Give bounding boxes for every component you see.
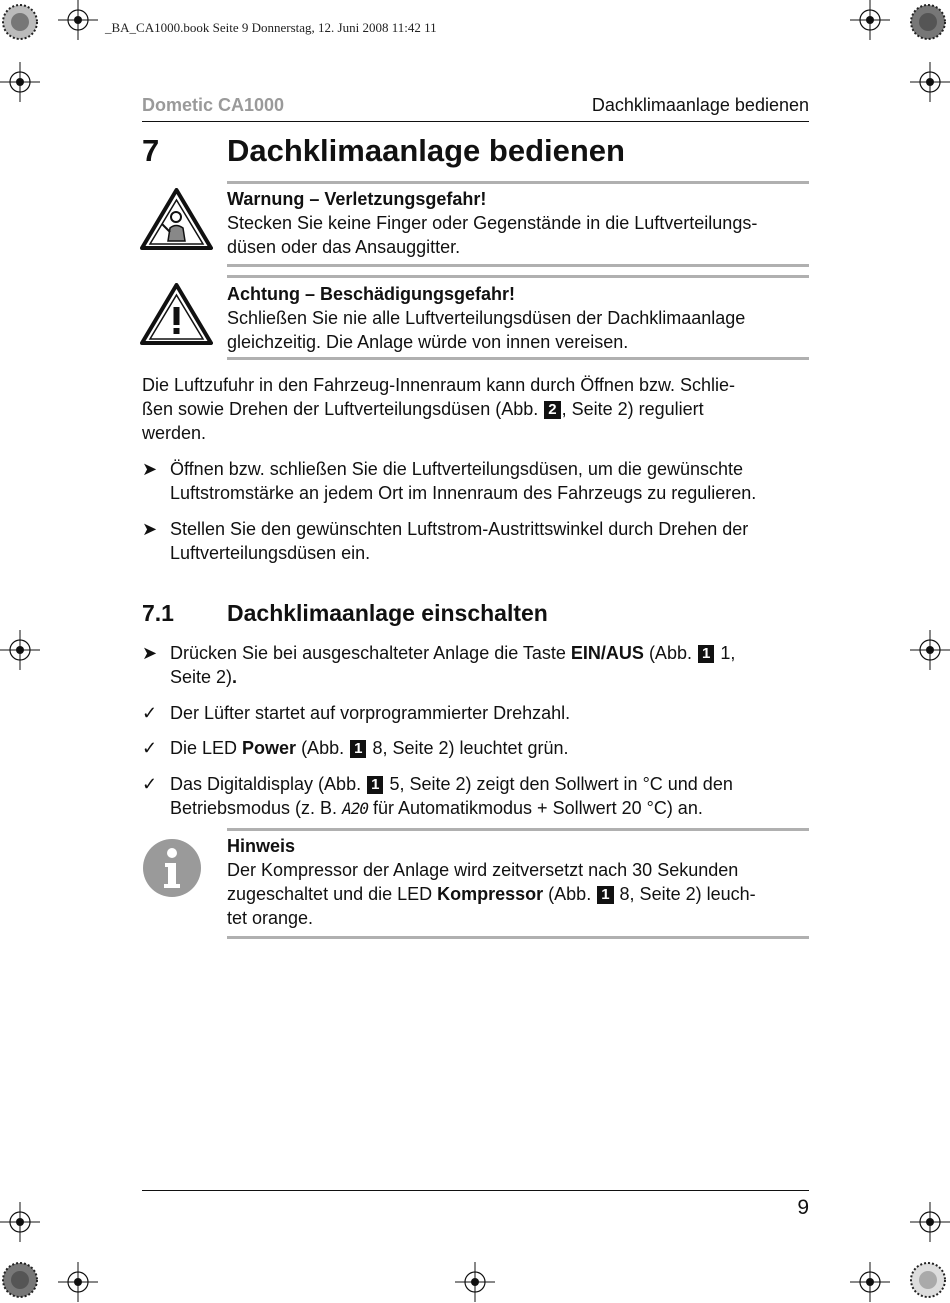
step-line: Luftverteilungsdüsen ein.: [170, 543, 371, 563]
color-rosette-icon: [910, 4, 946, 40]
info-icon: [142, 838, 202, 898]
registration-mark-icon: [455, 1262, 495, 1302]
notice-rule: [227, 264, 809, 267]
hint-line: zugeschaltet und die LED Kompressor (Abb. 1 8, Seite 2) leuch-: [227, 884, 756, 904]
registration-mark-icon: [0, 62, 40, 102]
figure-ref-badge: 1: [698, 645, 714, 663]
figure-ref-badge: 1: [350, 740, 366, 758]
color-rosette-icon: [2, 4, 38, 40]
exclamation-warning-icon: [140, 283, 213, 345]
intro-paragraph: [142, 373, 812, 445]
instruction-step: [142, 457, 812, 505]
checkmark-icon: ✓: [142, 738, 158, 758]
header-rule: [142, 121, 809, 122]
figure-ref-badge: 2: [544, 401, 560, 419]
step-line: Luftstromstärke an jedem Ort im Innenraum des Fahrzeugs zu regulieren.: [170, 483, 757, 503]
warning-title: Warnung – Verletzungsgefahr!: [227, 189, 487, 209]
hint-notice: [227, 834, 811, 930]
hint-line: Der Kompressor der Anlage wird zeitversetzt nach 30 Sekunden: [227, 860, 739, 880]
checkmark-icon: ✓: [142, 703, 158, 723]
intro-line: werden.: [142, 423, 207, 443]
registration-mark-icon: [0, 630, 40, 670]
checkmark-icon: ✓: [142, 774, 158, 794]
notice-rule: [227, 181, 809, 184]
warning-text-line: düsen oder das Ansauggitter.: [227, 237, 461, 257]
print-info: _BA_CA1000.book Seite 9 Donnerstag, 12. Juni 2008 11:42 11: [105, 20, 437, 35]
registration-mark-icon: [910, 62, 950, 102]
chapter-title: Dachklimaanlage bedienen: [227, 133, 625, 168]
color-rosette-icon: [2, 1262, 38, 1298]
section-heading: [142, 600, 548, 627]
header-product: Dometic CA1000: [142, 95, 285, 115]
result-text: Das Digitaldisplay (Abb. 1 5, Seite 2) zeigt den Sollwert in °C und den Betriebsmodus (z. B. A20 für Automatikmodus + Sollwert 20 °C) an.: [170, 774, 733, 818]
section-number: 7.1: [142, 600, 174, 626]
notice-rule: [227, 357, 809, 360]
chapter-heading: [142, 133, 625, 169]
notice-rule: [227, 828, 809, 831]
registration-mark-icon: [850, 0, 890, 40]
page-number: 9: [797, 1196, 809, 1219]
step-line: Seite 2).: [170, 667, 238, 687]
caution-title: Achtung – Beschädigungsgefahr!: [227, 284, 516, 304]
step-line: Öffnen bzw. schließen Sie die Luftverteilungsdüsen, um die gewünschte: [170, 459, 744, 479]
lcd-display-value: A20: [342, 799, 368, 818]
led-label: Kompressor: [437, 884, 544, 904]
section-title: Dachklimaanlage einschalten: [227, 600, 548, 626]
caution-text-line: Schließen Sie nie alle Luftverteilungsdüsen der Dachklimaanlage: [227, 308, 746, 328]
footer-rule: [142, 1190, 809, 1191]
registration-mark-icon: [910, 1202, 950, 1242]
caution-text-line: gleichzeitig. Die Anlage würde von innen vereisen.: [227, 332, 629, 352]
result-item: [142, 701, 812, 725]
figure-ref-badge: 1: [367, 776, 383, 794]
intro-line: Die Luftzufuhr in den Fahrzeug-Innenraum kann durch Öffnen bzw. Schlie-: [142, 375, 736, 395]
figure-ref-badge: 1: [597, 886, 613, 904]
intro-line: ßen sowie Drehen der Luftverteilungsdüsen (Abb. 2 , Seite 2) reguliert: [142, 399, 704, 419]
result-text: Der Lüfter startet auf vorprogrammierter Drehzahl.: [170, 703, 571, 723]
led-label: Power: [242, 738, 297, 758]
notice-rule: [227, 936, 809, 939]
chapter-number: 7: [142, 133, 160, 168]
arrow-bullet-icon: ➤: [142, 519, 158, 539]
registration-mark-icon: [58, 0, 98, 40]
step-line: Drücken Sie bei ausgeschalteter Anlage die Taste EIN/AUS (Abb. 1 1,: [170, 643, 736, 663]
hint-line: tet orange.: [227, 908, 314, 928]
hint-title: Hinweis: [227, 836, 296, 856]
key-label: EIN/AUS: [570, 643, 644, 663]
result-text: Die LED Power (Abb. 1 8, Seite 2) leuchtet grün.: [170, 738, 569, 758]
registration-mark-icon: [850, 1262, 890, 1302]
caution-notice: [227, 282, 811, 354]
result-item: [142, 736, 812, 760]
warning-person-icon: [140, 188, 213, 250]
registration-mark-icon: [910, 630, 950, 670]
warning-text-line: Stecken Sie keine Finger oder Gegenstände in die Luftverteilungs-: [227, 213, 758, 233]
arrow-bullet-icon: ➤: [142, 643, 158, 663]
registration-mark-icon: [0, 1202, 40, 1242]
color-rosette-icon: [910, 1262, 946, 1298]
header-section: Dachklimaanlage bedienen: [591, 95, 809, 115]
registration-mark-icon: [58, 1262, 98, 1302]
result-item: [142, 772, 812, 821]
notice-rule: [227, 275, 809, 278]
arrow-bullet-icon: ➤: [142, 459, 158, 479]
warning-notice: [227, 187, 811, 259]
instruction-step: [142, 641, 812, 689]
instruction-step: [142, 517, 812, 565]
step-line: Stellen Sie den gewünschten Luftstrom-Austrittswinkel durch Drehen der: [170, 519, 749, 539]
